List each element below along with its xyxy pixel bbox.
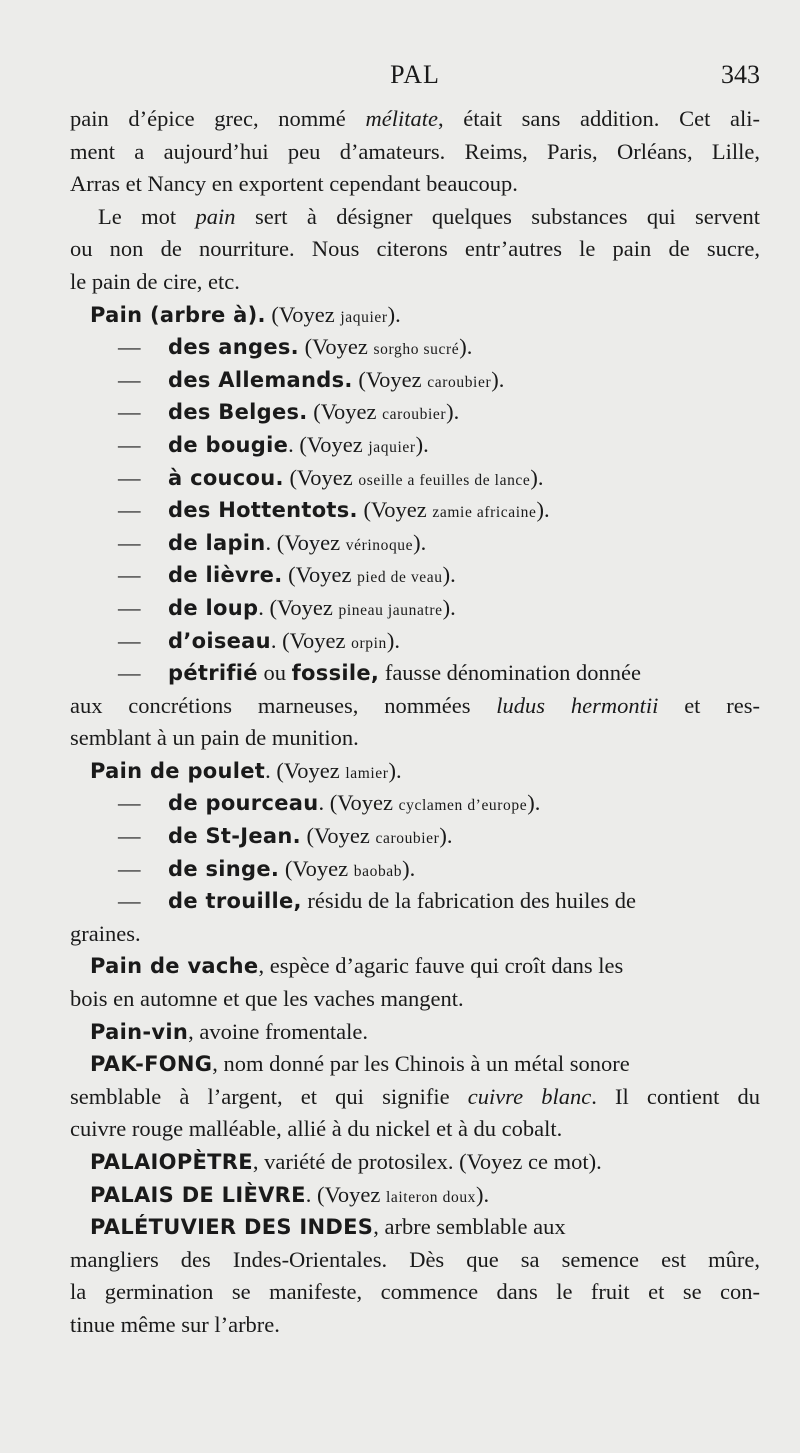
- cross-reference: oseille a feuilles de lance: [358, 471, 531, 489]
- entry-line: PALAIS DE LIÈVRE. (Voyez laiteron doux).: [90, 1181, 490, 1207]
- header-title: PAL: [390, 60, 440, 89]
- cross-reference: caroubier: [375, 830, 440, 848]
- text-line: ment a aujourd’hui peu d’amateurs. Reims, Paris, Orléans, Lille,: [70, 138, 760, 164]
- text-line: pain d’épice grec, nommé mélitate, était sans addition. Cet ali-: [70, 106, 760, 131]
- text-line: tinue même sur l’arbre.: [70, 1311, 280, 1337]
- entry-headword: PAK-FONG: [90, 1052, 213, 1077]
- entry-dash: —: [118, 888, 141, 914]
- entry-headword: de singe.: [168, 856, 280, 881]
- text-line: ou non de nourriture. Nous citerons entr’autres le pain de sucre,: [70, 236, 760, 262]
- entry-dash: —: [118, 431, 141, 457]
- running-header: [70, 60, 760, 96]
- entry-line: — à coucou. (Voyez oseille a feuilles de lance).: [70, 462, 760, 495]
- entry-line: — de lapin. (Voyez vérinoque).: [70, 527, 760, 560]
- text-line: bois en automne et que les vaches mangent.: [70, 986, 464, 1012]
- text-line: la germination se manifeste, commence dans le fruit et se con-: [70, 1279, 760, 1305]
- entry-dash: —: [118, 855, 141, 881]
- entry-headword: de St-Jean.: [168, 824, 301, 849]
- entry-headword: à coucou.: [168, 465, 284, 490]
- cross-reference: sorgho sucré: [373, 341, 460, 359]
- entry-line: — d’oiseau. (Voyez orpin).: [70, 625, 760, 658]
- entry-line: — des Hottentots. (Voyez zamie africaine).: [70, 494, 760, 527]
- page-number: 343: [721, 60, 760, 89]
- entry-line: Pain de poulet. (Voyez lamier).: [90, 757, 402, 783]
- entry-line: — des anges. (Voyez sorgho sucré).: [70, 331, 760, 364]
- text-line: Arras et Nancy en exportent cependant beaucoup.: [70, 171, 518, 197]
- entry-line: — de pourceau. (Voyez cyclamen d’europe).: [70, 787, 760, 820]
- cross-reference: pied de veau: [357, 569, 443, 587]
- entry-headword: PALAIOPÈTRE: [90, 1150, 253, 1174]
- cross-reference: lamier: [345, 764, 389, 782]
- entry-line: — de St-Jean. (Voyez caroubier).: [70, 820, 760, 853]
- text-line: Le mot pain sert à désigner quelques substances qui servent: [98, 203, 761, 229]
- cross-reference: jaquier: [340, 308, 388, 326]
- entry-headword: d’oiseau: [168, 628, 271, 653]
- entry-dash: —: [118, 399, 141, 425]
- cross-reference: caroubier: [382, 406, 447, 424]
- text-line: semblant à un pain de munition.: [70, 725, 359, 751]
- entry-line: — de lièvre. (Voyez pied de veau).: [70, 559, 760, 592]
- entry-dash: —: [118, 594, 141, 620]
- entry-line: — de loup. (Voyez pineau jaunatre).: [70, 592, 760, 625]
- entry-line: PALAIOPÈTRE, variété de protosilex. (Voyez ce mot).: [90, 1149, 602, 1174]
- entry-headword: PALÉTUVIER DES INDES: [90, 1215, 374, 1240]
- entry-line: Pain de vache, espèce d’agaric fauve qui croît dans les: [90, 953, 624, 979]
- entry-dash: —: [118, 660, 141, 686]
- entry-headword: fossile,: [291, 661, 380, 686]
- cross-reference: vérinoque: [345, 536, 414, 554]
- entry-headword: des Hottentots.: [168, 498, 358, 523]
- cross-reference: cyclamen d’europe: [398, 797, 528, 815]
- cross-reference: pineau jaunatre: [338, 601, 443, 619]
- page-content: [70, 103, 760, 1342]
- cross-reference: orpin: [351, 634, 387, 652]
- entry-headword: PALAIS DE LIÈVRE: [90, 1182, 306, 1207]
- entry-line: Pain (arbre à). (Voyez jaquier).: [90, 301, 401, 327]
- entry-headword: Pain de vache: [90, 954, 259, 979]
- entry-headword: des anges.: [168, 335, 299, 360]
- entry-line: — pétrifié ou fossile, fausse dénomination donnée: [70, 657, 760, 690]
- entry-dash: —: [118, 464, 141, 490]
- entry-line: — de trouille, résidu de la fabrication des huiles de: [70, 885, 760, 918]
- text-line: mangliers des Indes-Orientales. Dès que sa semence est mûre,: [70, 1246, 760, 1272]
- entry-line: — de singe. (Voyez baobab).: [70, 853, 760, 886]
- entry-line: Pain-vin, avoine fromentale.: [90, 1018, 369, 1044]
- entry-headword: de bougie: [168, 432, 289, 457]
- entry-dash: —: [118, 366, 141, 392]
- entry-line: PAK-FONG, nom donné par les Chinois à un métal sonore: [90, 1051, 630, 1077]
- cross-reference: jaquier: [368, 438, 416, 456]
- text-line: cuivre rouge malléable, allié à du nickel et à du cobalt.: [70, 1116, 563, 1142]
- text-line: aux concrétions marneuses, nommées ludus hermontii et res-: [70, 692, 760, 718]
- entry-headword: de lièvre.: [168, 563, 283, 588]
- entry-dash: —: [118, 334, 141, 360]
- cross-reference: zamie africaine: [432, 504, 537, 522]
- entry-headword: de lapin: [168, 530, 266, 555]
- cross-reference: caroubier: [427, 373, 492, 391]
- text-line: graines.: [70, 920, 141, 946]
- entry-line: PALÉTUVIER DES INDES, arbre semblable aux: [90, 1214, 566, 1240]
- text-line: semblable à l’argent, et qui signifie cuivre blanc. Il contient du: [70, 1083, 760, 1109]
- entry-dash: —: [118, 529, 141, 555]
- entry-headword: Pain-vin: [90, 1019, 189, 1044]
- entry-headword: des Allemands.: [168, 367, 353, 392]
- entry-line: — de bougie. (Voyez jaquier).: [70, 429, 760, 462]
- entry-headword: Pain de poulet: [90, 758, 266, 783]
- entry-headword: de trouille,: [168, 889, 302, 914]
- cross-reference: laiteron doux: [386, 1188, 477, 1206]
- entry-dash: —: [118, 823, 141, 849]
- entry-dash: —: [118, 790, 141, 816]
- text-line: le pain de cire, etc.: [70, 268, 240, 294]
- entry-headword: Pain (arbre à).: [90, 302, 266, 327]
- entry-line: — des Belges. (Voyez caroubier).: [70, 396, 760, 429]
- entry-line: — des Allemands. (Voyez caroubier).: [70, 364, 760, 397]
- entry-headword: des Belges.: [168, 400, 308, 425]
- entry-headword: pétrifié: [168, 661, 258, 686]
- entry-headword: de loup: [168, 595, 259, 620]
- entry-dash: —: [118, 627, 141, 653]
- entry-dash: —: [118, 562, 141, 588]
- entry-dash: —: [118, 497, 141, 523]
- entry-headword: de pourceau: [168, 791, 319, 816]
- cross-reference: baobab: [353, 862, 403, 880]
